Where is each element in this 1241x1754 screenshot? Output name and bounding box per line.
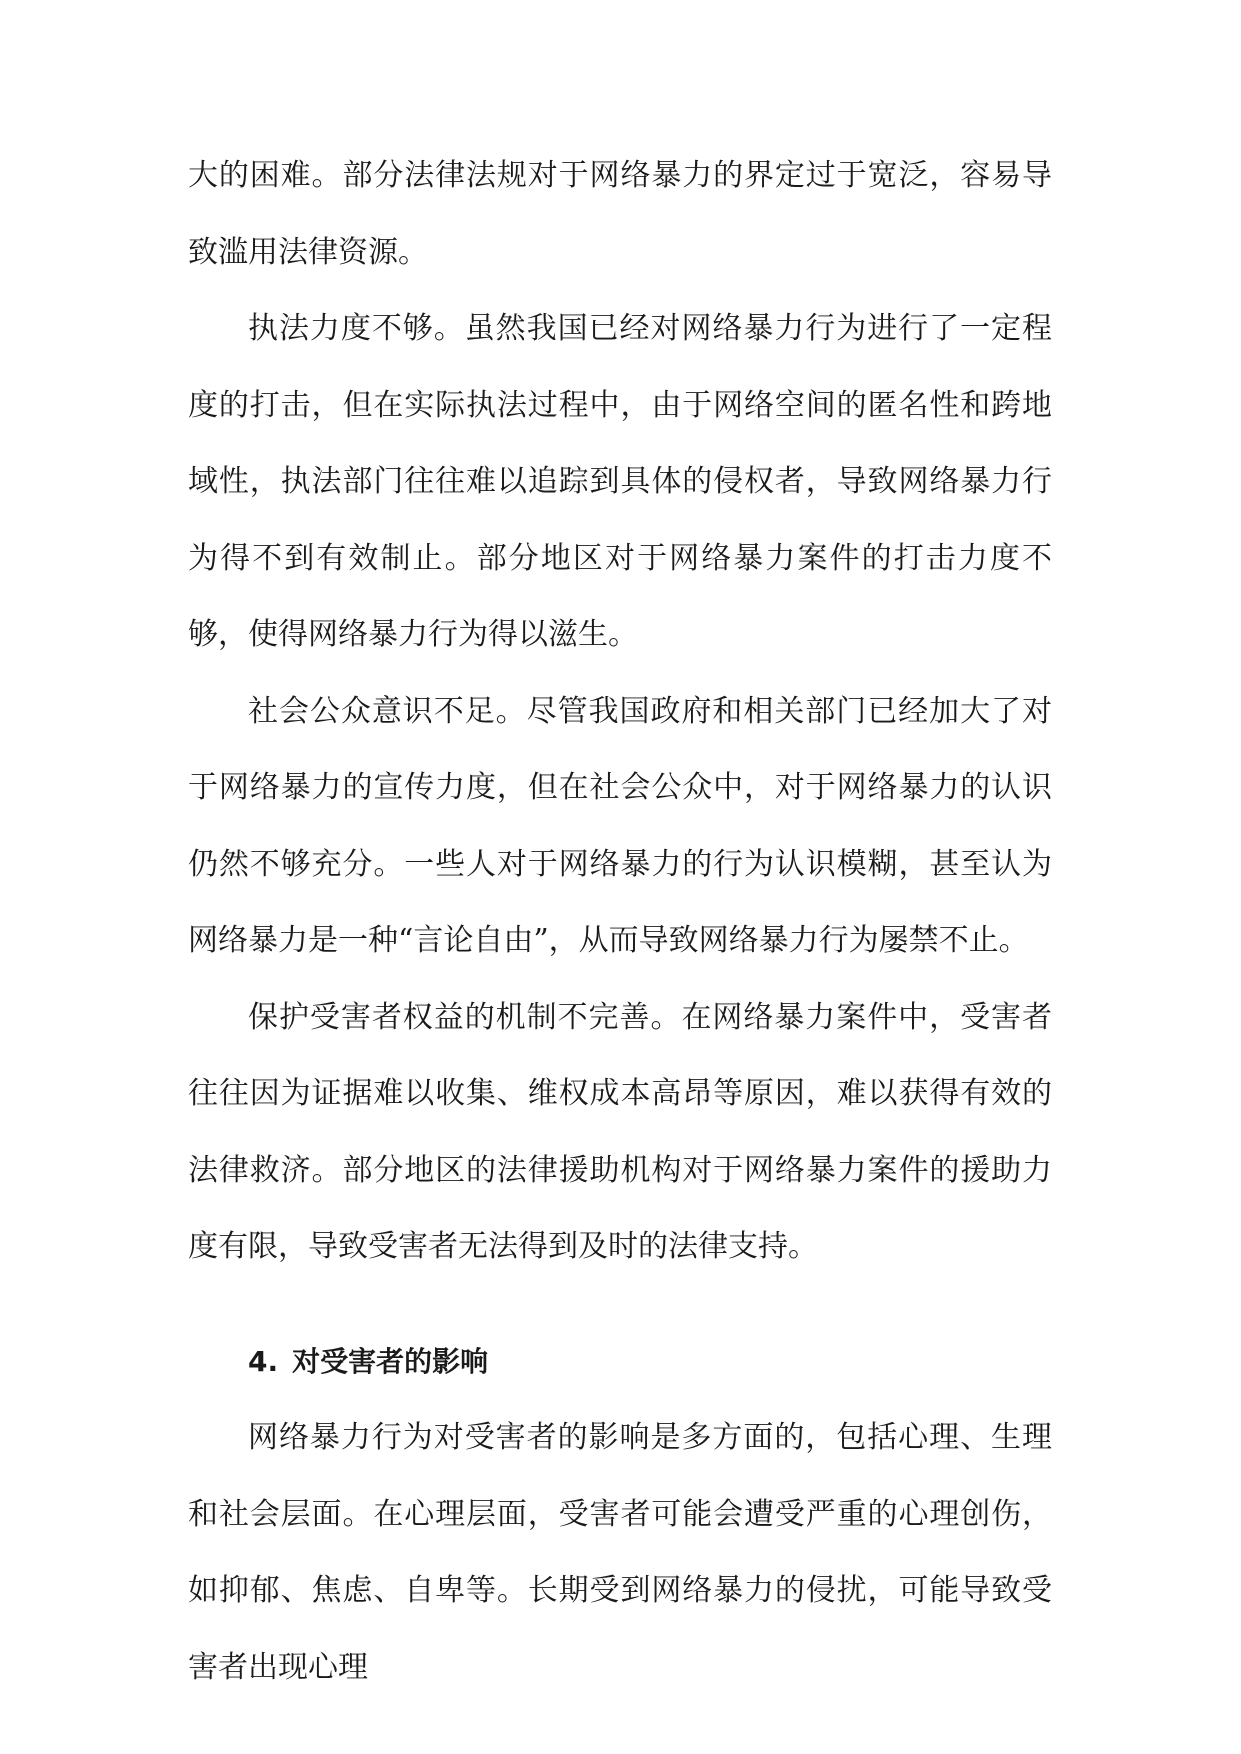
document-body [188,138,1052,1706]
paragraph-victim-protection: 保护受害者权益的机制不完善。在网络暴力案件中，受害者往往因为证据难以收集、维权成本高昂等原因，难以获得有效的法律救济。部分地区的法律援助机构对于网络暴力案件的援助力度有限，导致受害者无法得到及时的法律支持。 [188,999,1052,1264]
paragraph-victim-impact: 网络暴力行为对受害者的影响是多方面的，包括心理、生理和社会层面。在心理层面，受害者可能会遭受严重的心理创伤，如抑郁、焦虑、自卑等。长期受到网络暴力的侵扰，可能导致受害者出现心理 [188,1420,1052,1685]
paragraph-public-awareness: 社会公众意识不足。尽管我国政府和相关部门已经加大了对于网络暴力的宣传力度，但在社会公众中，对于网络暴力的认识仍然不够充分。一些人对于网络暴力的行为认识模糊，甚至认为网络暴力是一种“言论自由”，从而导致网络暴力行为屡禁不止。 [188,693,1052,958]
section-title: 对受害者的影响 [292,1344,489,1378]
paragraph-continuation: 大的困难。部分法律法规对于网络暴力的界定过于宽泛，容易导致滥用法律资源。 [188,158,1052,270]
section-heading [188,1324,1052,1401]
paragraph-enforcement: 执法力度不够。虽然我国已经对网络暴力行为进行了一定程度的打击，但在实际执法过程中，由于网络空间的匿名性和跨地域性，执法部门往往难以追踪到具体的侵权者，导致网络暴力行为得不到有效制止。部分地区对于网络暴力案件的打击力度不够，使得网络暴力行为得以滋生。 [188,311,1052,652]
section-number: 4. [248,1344,279,1378]
